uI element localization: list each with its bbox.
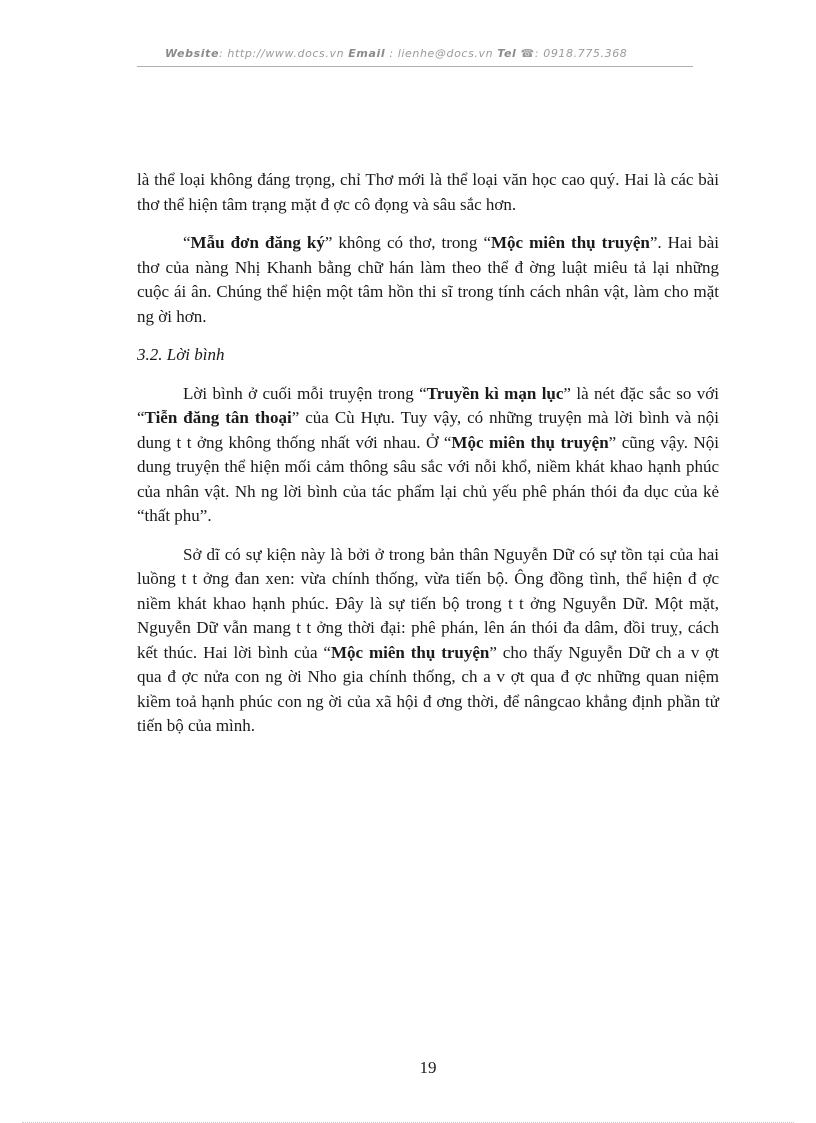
p4-text-1: Sở dĩ có sự kiện này là bởi ở trong bản thân Nguyễn Dữ có sự tồn tại của hai luồng t t ởng đan xen: vừa chính thống, vừa tiến bộ. Ông đồng tình, thể hiện đ ợc niềm khát khao hạnh phúc. Đây là sự tiến bộ trong t t ởng Nguyễn Dữ. Một mặt, Nguyễn Dữ vẫn mang t t ởng thời đại: phê phán, lên án thói đa dâm, đồi truỵ, cách kết thúc. Hai lời bình của “ [137,544,719,662]
page-number: 19 [419,1058,437,1077]
p2-text-1: ” không có thơ, trong “ [324,233,492,252]
document-body [137,168,719,753]
phone-icon: ☎ [520,47,535,60]
p4-text-2: ” cho thấy Nguyễn Dữ ch a v ợt qua đ ợc nửa con ng ời Nho gia chính thống, ch a v ợt qua đ ợc những quan niệm kiềm toả hạnh phúc con ng ời của xã hội đ ơng thời, để nângcao khẳng định phần tử tiến bộ của mình. [137,642,719,735]
section-heading: 3.2. Lời bình [137,345,225,364]
tel-label: Tel [497,47,517,60]
p3-text-2: ” là nét đặc sắc so với “ [137,383,719,427]
email-label: Email [348,47,386,60]
p2-text-2: ”. Hai bài thơ của nàng Nhị Khanh bằng chữ hán làm theo thể đ ờng luật miêu tả lại những cuộc ái ân. Chúng thể hiện một tâm hồn thi sĩ trong tính cách nhân vật, làm cho mặt ng ời hơn. [137,233,720,326]
website-url[interactable]: : http://www.docs.vn [219,47,349,60]
phone-number: : 0918.775.368 [534,47,628,60]
title-moc-mien-thu-truyen: Mộc miên thụ truyện [491,233,650,252]
paragraph-4 [137,543,719,739]
page-header [165,47,693,60]
paragraph-2 [137,231,719,329]
header-divider [137,66,693,67]
website-label: Website [165,47,220,60]
title-mau-don-dang-ky: Mẫu đơn đăng ký [190,233,325,252]
paragraph-3 [137,382,719,529]
p3-text-4: ” cũng vậy. Nội dung truyện thể hiện mối cảm thông sâu sắc với nỗi khổ, niềm khát khao hạnh phúc của nhân vật. Nh ng lời bình của tác phẩm lại chủ yếu phê phán thói đa dục của kẻ “thất phu”. [137,432,719,525]
p3-text-3: ” của Cù Hựu. Tuy vậy, có những truyện mà lời bình và nội dung t t ởng không thống nhất với nhau. Ở “ [137,408,719,452]
title-moc-mien-thu-truyen-3: Mộc miên thụ truyện [330,642,490,662]
paragraph-1: là thể loại không đáng trọng, chỉ Thơ mới là thể loại văn học cao quý. Hai là các bài thơ thể hiện tâm trạng mặt đ ợc cô đọng và sâu sắc hơn. [137,170,719,214]
title-truyen-ki-man-luc: Truyền kì mạn lục [426,383,564,403]
title-moc-mien-thu-truyen-2: Mộc miên thụ truyện [451,432,609,452]
p3-text-1: Lời bình ở cuối mỗi truyện trong “ [183,383,427,403]
email-address[interactable]: : lienhe@docs.vn [385,47,498,60]
title-tien-dang-tan-thoai: Tiễn đăng tân thoại [144,408,292,427]
p2-open-quote: “ [183,233,191,252]
